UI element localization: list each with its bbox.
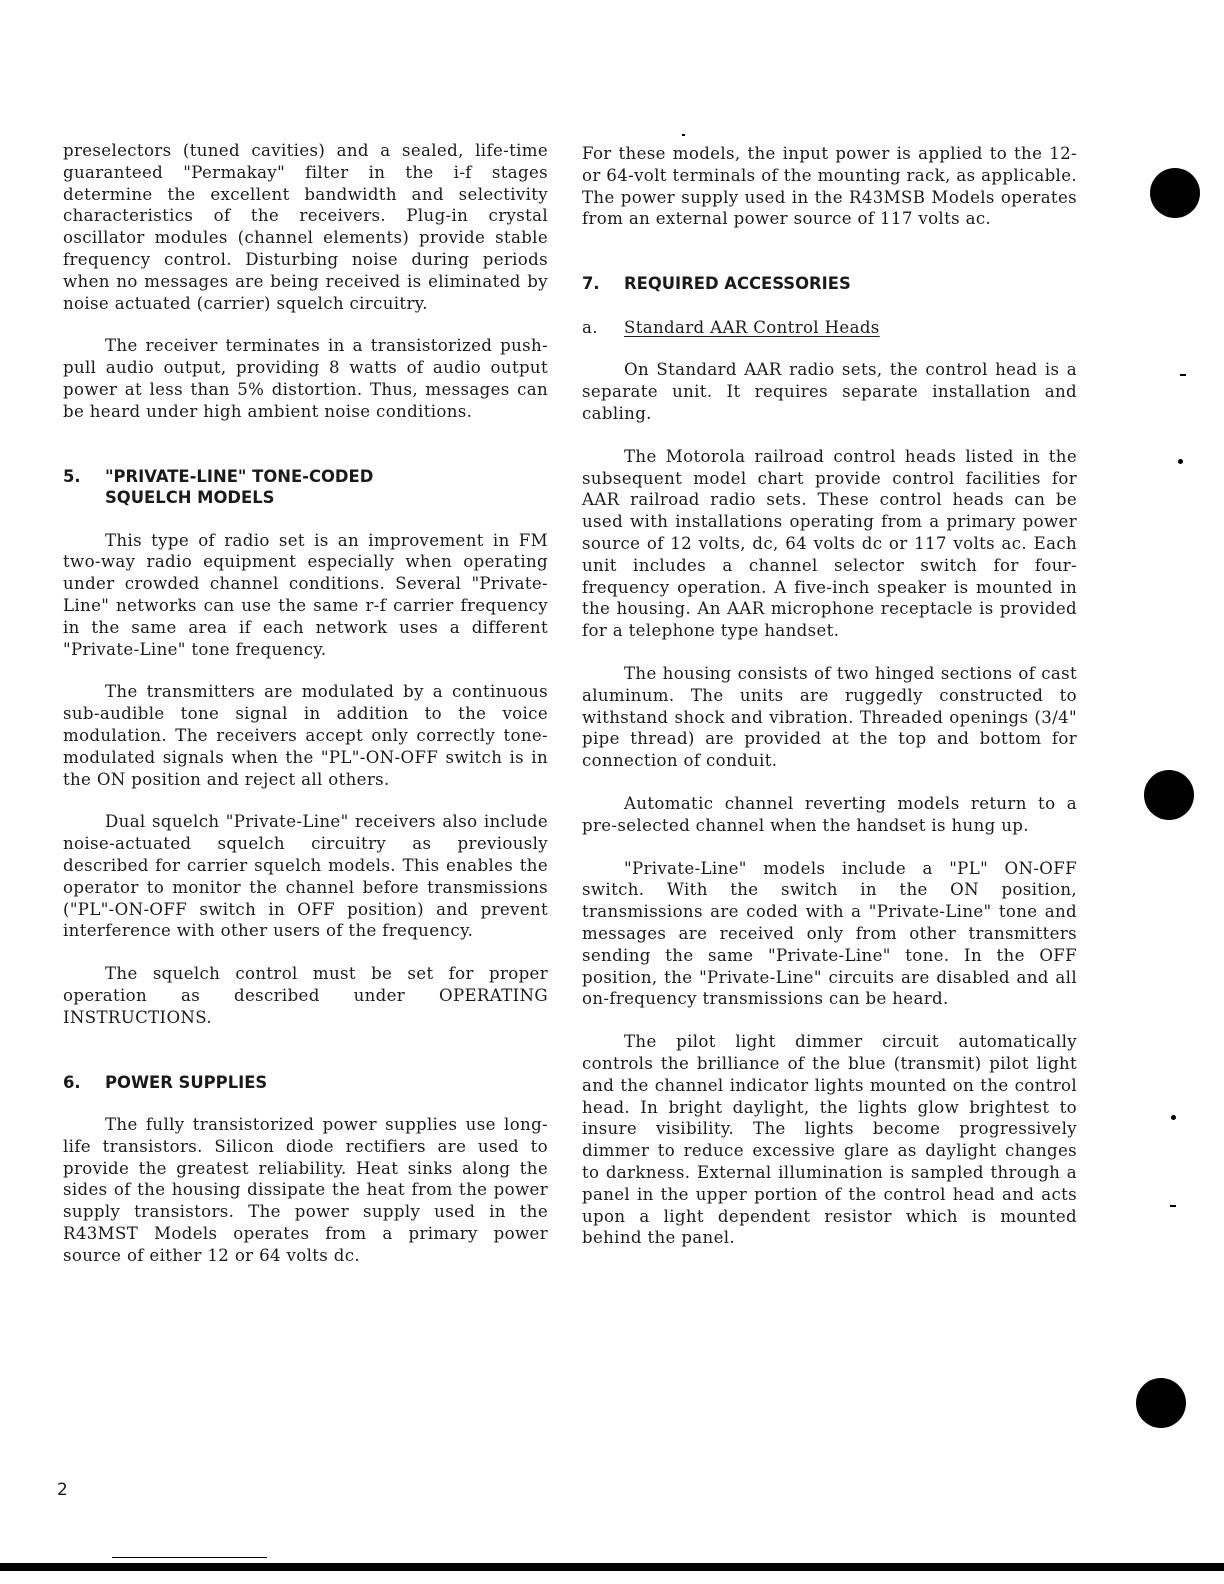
paragraph-squelch-control: The squelch control must be set for proper operation as described under OPERATING INSTRUCTIONS. [63,964,548,1027]
paragraph-input-power: For these models, the input power is applied to the 12- or 64-volt terminals of the mounting rack, as applicable. The power supply used in the R43MSB Models operates from an external power source of 117 volts ac. [582,144,1077,229]
section-5-title-line1: "PRIVATE-LINE" TONE-CODED [105,466,374,486]
paragraph-transmitters-modulated: The transmitters are modulated by a continuous sub-audible tone signal in addition to the voice modulation. The receivers accept only correctly tone-modulated signals when the "PL"-ON-OFF switch is in the ON position and reject all others. [63,682,548,789]
section-6-title: POWER SUPPLIES [105,1072,268,1092]
scan-mark [1170,1205,1176,1207]
paragraph-pilot-light-dimmer: The pilot light dimmer circuit automatically controls the brilliance of the blue (transmit) pilot light and the channel indicator lights mounted on the control head. In bright daylight, the lights glow brightest to insure visibility. The lights become progressively dimmer to reduce excessive glare as daylight changes to darkness. External illumination is sampled through a panel in the upper portion of the control head and acts upon a light dependent resistor which is mounted behind the panel. [582,1032,1077,1248]
paragraph-power-supplies: The fully transistorized power supplies use long-life transistors. Silicon diode rectifiers are used to provide the greatest reliability. Heat sinks along the sides of the housing dissipate the heat from the power supply transistors. The power supply used in the R43MST Models operates from a primary power source of either 12 or 64 volts dc. [63,1115,548,1265]
scan-mark [1171,1115,1176,1120]
punch-hole-bottom [1136,1378,1186,1428]
punch-hole-middle [1144,770,1194,820]
paragraph-housing: The housing consists of two hinged sections of cast aluminum. The units are ruggedly constructed to withstand shock and vibration. Threaded openings (3/4" pipe thread) are provided at the top and bottom for connection of conduit. [582,664,1077,771]
scan-mark [682,134,685,136]
section-6-heading [63,1072,548,1094]
section-6-number: 6. [63,1072,81,1092]
section-5-title-line2: SQUELCH MODELS [105,488,275,508]
paragraph-receiver-audio: The receiver terminates in a transistorized push-pull audio output, providing 8 watts of audio output power at less than 5% distortion. Thus, messages can be heard under high ambient noise conditions. [63,336,548,421]
section-7-number: 7. [582,274,600,294]
punch-hole-top [1150,168,1200,218]
right-column [582,140,1077,1249]
paragraph-preselectors: preselectors (tuned cavities) and a sealed, life-time guaranteed "Permakay" filter in the i-f stages determine the excellent bandwidth and selectivity characteristics of the receivers. Plug-in crystal oscillator modules (channel elements) provide stable frequency control. Disturbing noise during periods when no messages are being received is eliminated by noise actuated (carrier) squelch circuitry. [63,141,548,313]
paragraph-channel-reverting: Automatic channel reverting models return to a pre-selected channel when the handset is hung up. [582,794,1077,835]
bottom-rule [112,1557,267,1558]
left-column [63,140,548,1267]
scan-mark [1178,459,1183,464]
paragraph-control-head-separate: On Standard AAR radio sets, the control head is a separate unit. It requires separate installation and cabling. [582,360,1077,424]
page-number: 2 [57,1480,68,1500]
paragraph-motorola-control-heads: The Motorola railroad control heads listed in the subsequent model chart provide control facilities for AAR railroad radio sets. These control heads can be used with installations operating from a primary power source of 12 volts, dc, 64 volts dc or 117 volts ac. Each unit includes a channel selector switch for four-frequency operation. A five-inch speaker is mounted in the housing. An AAR microphone receptacle is provided for a telephone type handset. [582,446,1077,641]
section-5-heading [63,466,548,509]
scan-mark [1180,374,1186,376]
subsection-a-title: Standard AAR Control Heads [624,317,880,337]
paragraph-dual-squelch: Dual squelch "Private-Line" receivers also include noise-actuated squelch circuitry as previously described for carrier squelch models. This enables the operator to monitor the channel before transmissions ("PL"-ON-OFF switch in OFF position) and prevent interference with other users of the frequency. [63,812,548,941]
subsection-a-heading [582,317,1077,339]
bottom-scan-edge [0,1563,1224,1571]
section-7-heading [582,273,1077,295]
subsection-a-letter: a. [582,317,598,337]
paragraph-private-line-models: "Private-Line" models include a "PL" ON-OFF switch. With the switch in the ON position, transmissions are coded with a "Private-Line" tone and messages are received only from other transmitters sending the same "Private-Line" tone. In the OFF position, the "Private-Line" circuits are disabled and all on-frequency transmissions can be heard. [582,858,1077,1009]
paragraph-private-line-intro: This type of radio set is an improvement in FM two-way radio equipment especially when operating under crowded channel conditions. Several "Private-Line" networks can use the same r-f carrier frequency in the same area if each network uses a different "Private-Line" tone frequency. [63,530,548,659]
section-7-title: REQUIRED ACCESSORIES [624,274,851,294]
section-5-number: 5. [63,466,81,486]
